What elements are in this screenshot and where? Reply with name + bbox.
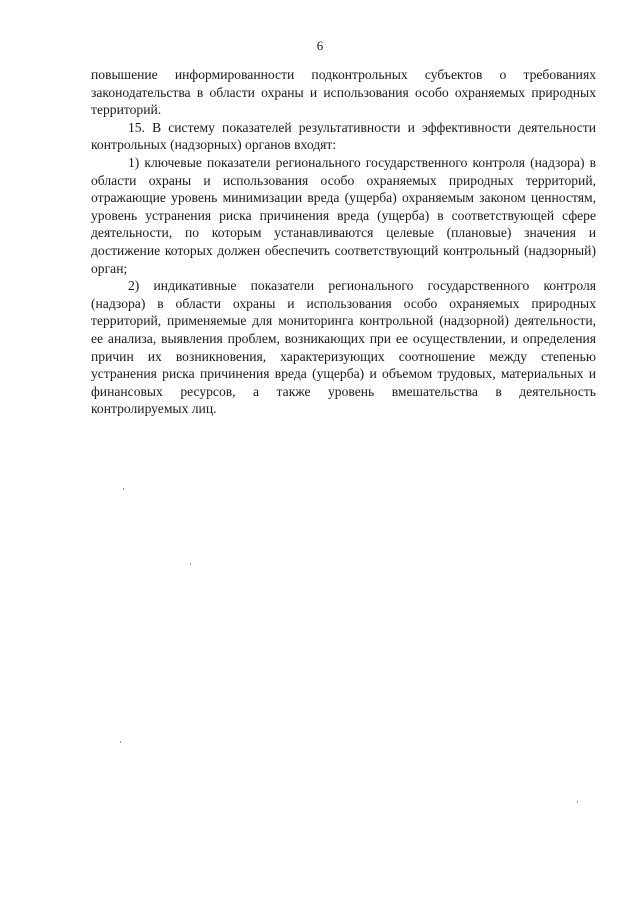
paragraph-continuation: повышение информированности подконтрольных субъектов о требованиях законодательства в области охраны и использования особо охраняемых природных территорий. (91, 67, 596, 118)
paragraph-item-15: 15. В систему показателей результативности и эффективности деятельности контрольных (надзорных) органов входят: (91, 119, 596, 153)
page-number: 6 (316, 38, 324, 53)
scan-speck (120, 741, 121, 743)
paragraph-item-15-2: 2) индикативные показатели регионального государственного контроля (надзора) в области охраны и использования особо охраняемых природных территорий, применяемые для мониторинга контрольной (надзорной) деятельности, ее анализа, выявления проблем, возникающих при ее осуществлении, и определения причин их возникновения, характеризующих соотношение между степенью устранения риска причинения вреда (ущерба) и объемом трудовых, материальных и финансовых ресурсов, а также уровень вмешательства в деятельность контролируемых лиц. (91, 278, 596, 417)
paragraph-item-15-1: 1) ключевые показатели регионального государственного контроля (надзора) в области охраны и использования особо охраняемых природных территорий, отражающие уровень минимизации вреда (ущерба) охраняемым законом ценностям, уровень устранения риска причинения вреда (ущерба) в соответствующей сфере деятельности, по которым устанавливаются целевые (плановые) значения и достижение которых должен обеспечить соответствующий контрольный (надзорный) орган; (91, 154, 596, 276)
scan-speck (577, 801, 578, 803)
document-body (91, 66, 596, 418)
scan-speck (190, 563, 191, 565)
scan-speck (123, 488, 124, 490)
